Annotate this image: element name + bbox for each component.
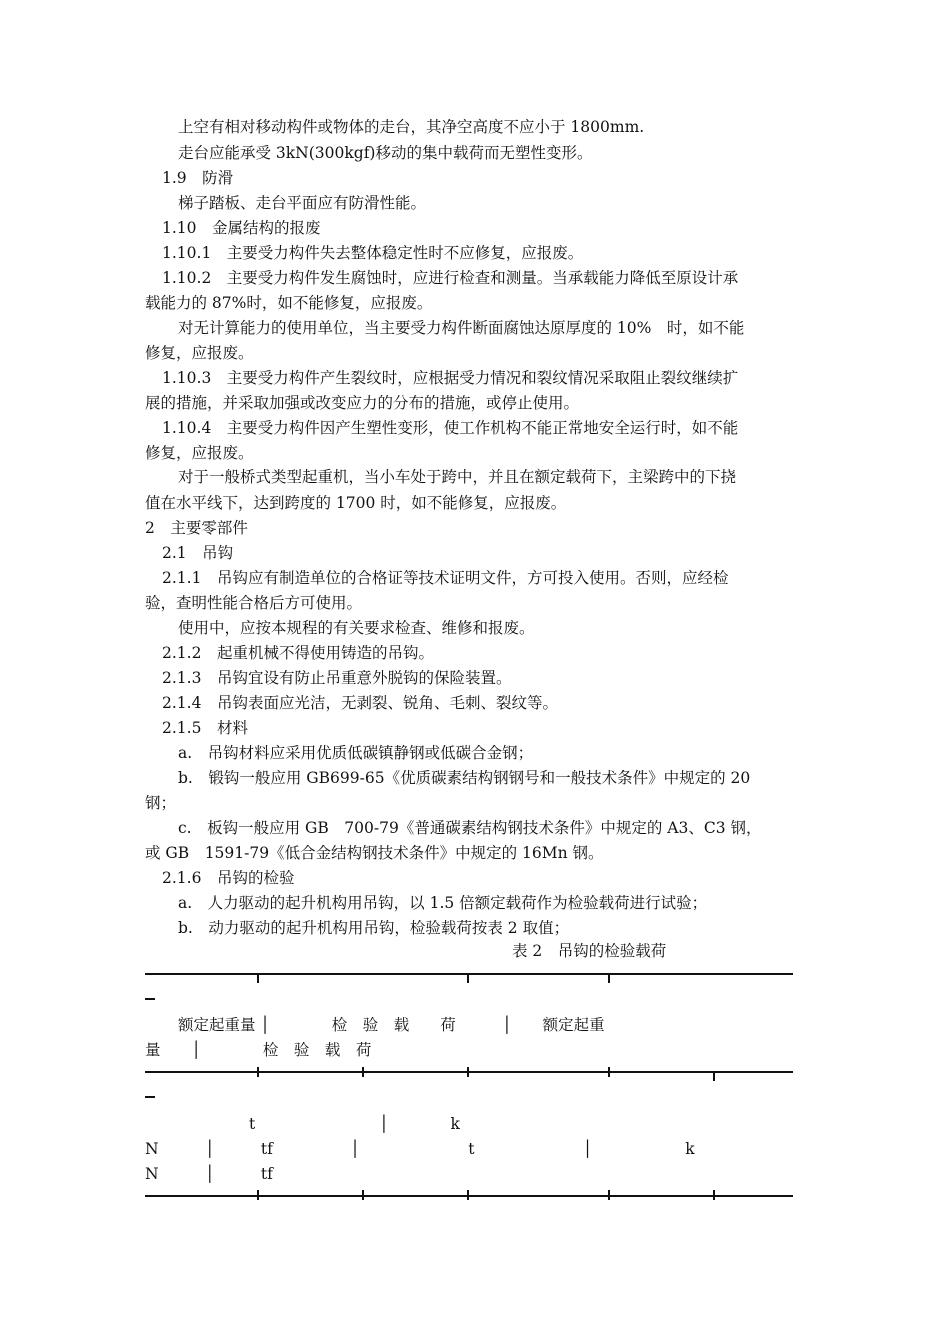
section-heading: 1.9 防滑 [162, 169, 234, 187]
text-line: 验，查明性能合格后方可使用。 [145, 594, 363, 612]
text-line: 1.10.4 主要受力构件因产生塑性变形，使工作机构不能正常地安全运行时，如不能 [162, 419, 739, 437]
section-heading: 2.1.6 吊钩的检验 [162, 869, 295, 887]
text-line: 1.10.1 主要受力构件失去整体稳定性时不应修复，应报废。 [162, 244, 584, 262]
rule-tick [713, 1071, 715, 1081]
text-line: 展的措施，并采取加强或改变应力的分布的措施，或停止使用。 [145, 394, 580, 412]
list-item: b. 动力驱动的起升机构用吊钩，检验载荷按表 2 取值； [178, 919, 570, 937]
rule-tick [608, 1190, 610, 1200]
text-line: 走台应能承受 3kN(300kgf)移动的集中载荷而无塑性变形。 [178, 144, 593, 162]
rule-tick [257, 973, 259, 983]
list-item: c. 板钩一般应用 GB 700-79《普通碳素结构钢技术条件》中规定的 A3、C3 钢， [178, 819, 762, 837]
table-caption: 表 2 吊钩的检验载荷 [512, 942, 667, 960]
text-line: 梯子踏板、走台平面应有防滑性能。 [178, 194, 427, 212]
table-rule-top [145, 973, 793, 975]
table-unit-text: t │ k [249, 1115, 460, 1133]
text-line: 修复，应报废。 [145, 344, 254, 362]
rule-tick [362, 1190, 364, 1200]
text-line: 使用中，应按本规程的有关要求检查、维修和报废。 [178, 619, 535, 637]
text-line: 值在水平线下，达到跨度的 1700 时，如不能修复，应报废。 [145, 494, 567, 512]
list-item: a. 吊钩材料应采用优质低碳镇静钢或低碳合金钢； [178, 744, 534, 762]
text-line: 2.1.4 吊钩表面应光洁，无剥裂、锐角、毛刺、裂纹等。 [162, 694, 558, 712]
rule-tick [467, 1067, 469, 1077]
table-unit-text: N │ tf │ t │ k [145, 1140, 695, 1158]
list-item: a. 人力驱动的起升机构用吊钩，以 1.5 倍额定载荷作为检验载荷进行试验； [178, 894, 708, 912]
text-line: 2.1.3 吊钩宜设有防止吊重意外脱钩的保险装置。 [162, 669, 512, 687]
rule-tick [362, 1067, 364, 1077]
text-line: 或 GB 1591-79《低合金结构钢技术条件》中规定的 16Mn 钢。 [145, 844, 604, 862]
rule-tick [257, 1190, 259, 1200]
text-line: 2.1.1 吊钩应有制造单位的合格证等技术证明文件，方可投入使用。否则，应经检 [162, 569, 729, 587]
chapter-heading: 2 主要零部件 [145, 519, 248, 537]
rule-continuation [145, 1096, 155, 1098]
section-heading: 2.1 吊钩 [162, 544, 234, 562]
table-header-text: 量 │ 检 验 载 荷 [145, 1041, 372, 1059]
rule-tick [467, 1190, 469, 1200]
text-line: 1.10.3 主要受力构件产生裂纹时，应根据受力情况和裂纹情况采取阻止裂纹继续扩 [162, 369, 739, 387]
rule-tick [467, 973, 469, 983]
table-rule-middle [145, 1071, 793, 1073]
text-line: 钢； [145, 794, 177, 812]
text-line: 上空有相对移动构件或物体的走台，其净空高度不应小于 1800mm. [178, 118, 645, 136]
rule-continuation [145, 998, 155, 1000]
rule-tick [608, 973, 610, 983]
text-line: 2.1.2 起重机械不得使用铸造的吊钩。 [162, 644, 434, 662]
table-rule-bottom [145, 1195, 793, 1197]
text-line: 1.10.2 主要受力构件发生腐蚀时，应进行检查和测量。当承载能力降低至原设计承 [162, 269, 739, 287]
text-line: 对于一般桥式类型起重机，当小车处于跨中，并且在额定载荷下，主梁跨中的下挠 [178, 468, 737, 486]
table-header-text: 额定起重量 │ 检 验 载 荷 │ 额定起重 [178, 1016, 605, 1034]
table-unit-text: N │ tf [145, 1165, 273, 1183]
rule-tick [608, 1067, 610, 1077]
list-item: b. 锻钩一般应用 GB699-65《优质碳素结构钢钢号和一般技术条件》中规定的 20 [178, 769, 751, 787]
text-line: 对无计算能力的使用单位，当主要受力构件断面腐蚀达原厚度的 10% 时，如不能 [178, 319, 745, 337]
text-line: 载能力的 87%时，如不能修复，应报废。 [145, 294, 433, 312]
text-line: 修复，应报废。 [145, 444, 254, 462]
section-heading: 2.1.5 材料 [162, 719, 248, 737]
rule-tick [713, 1190, 715, 1200]
section-heading: 1.10 金属结构的报废 [162, 219, 321, 237]
rule-tick [257, 1067, 259, 1077]
